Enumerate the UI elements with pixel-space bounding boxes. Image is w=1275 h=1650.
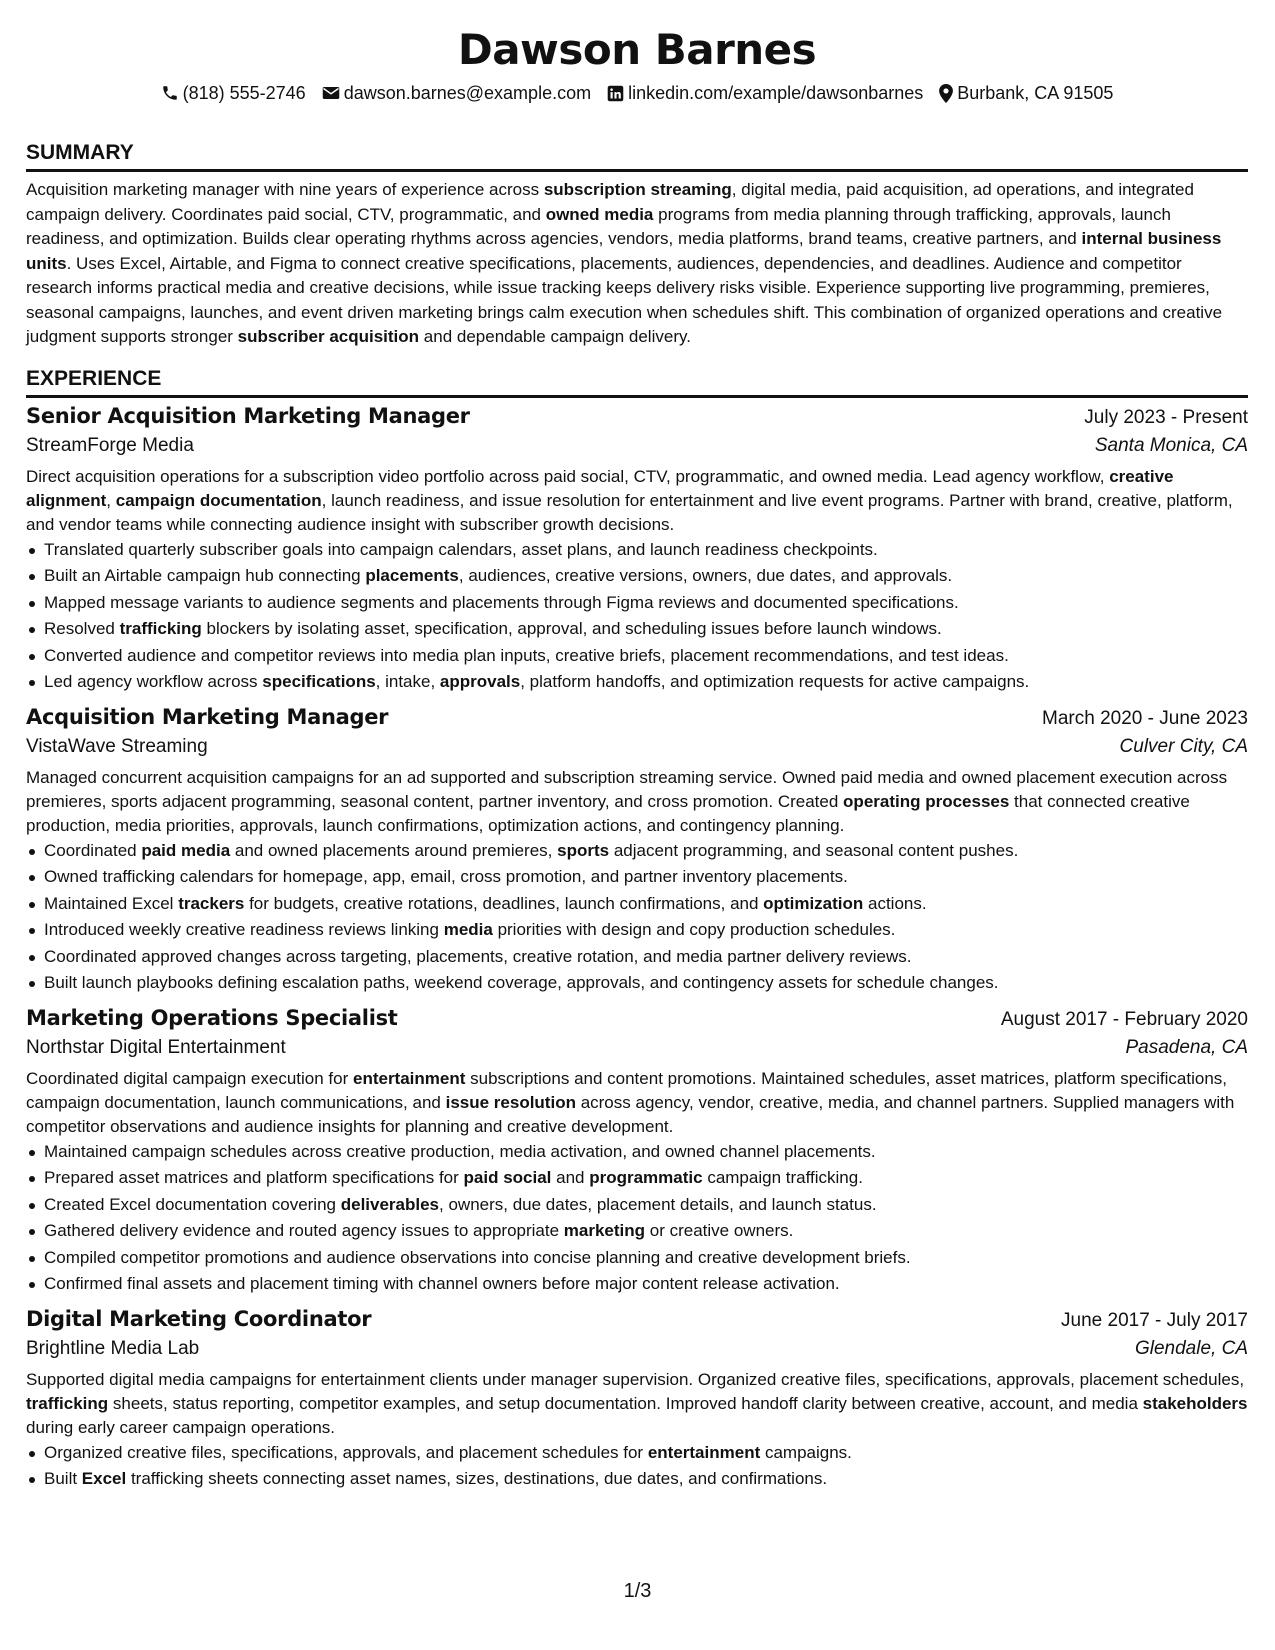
envelope-icon	[322, 85, 340, 101]
bullet-item	[26, 563, 1248, 590]
text-run: Created Excel documentation covering	[44, 1194, 341, 1214]
contact-phone	[161, 83, 306, 104]
text-run: or creative owners.	[645, 1221, 794, 1240]
linkedin-icon	[607, 85, 624, 102]
emphasis-text: stakeholders	[1142, 1393, 1248, 1413]
job-subheader	[26, 435, 1248, 457]
job-title: Acquisition Marketing Manager	[26, 704, 389, 729]
text-run: Coordinated approved changes across targeting, placements, creative rotation, and media partner delivery reviews.	[44, 946, 912, 966]
text-run: Gathered delivery evidence and routed agency issues to appropriate	[44, 1221, 564, 1240]
text-run: Resolved	[44, 619, 120, 638]
bullet-item	[26, 1139, 1248, 1166]
contact-location	[939, 83, 1113, 104]
bullet-item	[26, 537, 1248, 564]
job-dates: June 2017 - July 2017	[1061, 1309, 1248, 1331]
text-run: Supported digital media campaigns for entertainment clients under manager supervision. Organized creative files, specifications, approvals, placement schedules,	[26, 1369, 1245, 1389]
job-location: Santa Monica, CA	[1094, 434, 1248, 456]
bullet-item	[26, 838, 1248, 865]
text-run: during early career campaign operations.	[26, 1417, 336, 1437]
job-description	[26, 1067, 1248, 1139]
summary-heading: SUMMARY	[26, 140, 1248, 172]
bullet-item	[26, 917, 1248, 944]
text-run: trafficking sheets connecting asset names, sizes, destinations, due dates, and confirmations.	[126, 1469, 828, 1488]
text-run: adjacent programming, and seasonal content pushes.	[609, 840, 1019, 860]
text-run: Managed concurrent acquisition campaigns for an ad supported and subscription streaming service. Owned paid media and owned placement execution across premieres, sports adjacent programming, seasonal content, partner inventory, and cross promotion. Created	[26, 767, 1228, 811]
company-name: StreamForge Media	[26, 434, 194, 456]
bullet-item	[26, 669, 1248, 696]
text-run: and dependable campaign delivery.	[419, 327, 691, 346]
job-entry	[26, 705, 1248, 997]
emphasis-text: paid social	[463, 1168, 552, 1187]
text-run: blockers by isolating asset, specification, approval, and scheduling issues before launch windows.	[201, 619, 942, 638]
contact-email[interactable]	[322, 83, 591, 104]
text-run: , owners, due dates, placement details, and launch status.	[439, 1194, 877, 1214]
text-run: campaigns.	[760, 1442, 852, 1462]
text-run: Organized creative files, specifications, approvals, and placement schedules for	[44, 1442, 648, 1462]
emphasis-text: marketing	[563, 1221, 646, 1240]
job-header	[26, 1006, 1248, 1031]
bullet-item	[26, 891, 1248, 918]
text-run: and owned placements around premieres,	[230, 840, 558, 860]
text-run: , digital media, paid acquisition, ad operations, and integrated campaign delivery. Coordinates paid social, CTV, programmatic, and	[26, 180, 1194, 224]
bullet-item	[26, 643, 1248, 670]
job-bullets	[26, 1440, 1248, 1493]
text-run: Mapped message variants to audience segments and placements through Figma reviews and documented specifications.	[44, 592, 959, 612]
emphasis-text: deliverables	[340, 1194, 440, 1214]
job-subheader	[26, 736, 1248, 758]
bullet-item	[26, 1271, 1248, 1298]
company-name: Northstar Digital Entertainment	[26, 1036, 286, 1058]
text-run: across agency, vendor, creative, media, and channel partners. Supplied managers with competitor observations and audience insights for planning and creative development.	[26, 1092, 1235, 1136]
text-run: , intake,	[375, 672, 440, 691]
job-header	[26, 404, 1248, 429]
job-header	[26, 705, 1248, 730]
text-run: Built	[44, 1469, 82, 1488]
job-entry	[26, 404, 1248, 696]
text-run: Maintained campaign schedules across creative production, media activation, and owned channel placements.	[44, 1141, 876, 1161]
job-dates: August 2017 - February 2020	[1000, 1008, 1248, 1030]
bullet-item	[26, 1440, 1248, 1467]
phone-text: (818) 555-2746	[182, 82, 306, 103]
text-run: , audiences, creative versions, owners, due dates, and approvals.	[458, 566, 953, 585]
emphasis-text: entertainment	[647, 1442, 761, 1462]
emphasis-text: trafficking	[26, 1393, 109, 1413]
bullet-item	[26, 1218, 1248, 1245]
company-name: Brightline Media Lab	[26, 1337, 200, 1359]
text-run: Introduced weekly creative readiness reviews linking	[44, 920, 444, 939]
text-run: . Uses Excel, Airtable, and Figma to connect creative specifications, placements, audiences, dependencies, and deadlines. Audience and competitor research informs practical media and creative decisions, while issue tracking keeps delivery risks visible. Experience supporting live programming, premieres, seasonal campaigns, launches, and event driven marketing brings calm execution when schedules shift. This combination of organized operations and creative judgment supports stronger	[26, 253, 1223, 346]
text-run: Prepared asset matrices and platform specifications for	[44, 1168, 464, 1187]
bullet-item	[26, 616, 1248, 643]
text-run: that connected creative production, media priorities, approvals, launch confirmations, optimization actions, and contingency planning.	[26, 791, 1190, 835]
job-title: Digital Marketing Coordinator	[26, 1306, 372, 1331]
bullet-item	[26, 1245, 1248, 1272]
text-run: Compiled competitor promotions and audience observations into concise planning and creative development briefs.	[44, 1247, 911, 1267]
text-run: Converted audience and competitor reviews into media plan inputs, creative briefs, placement recommendations, and test ideas.	[44, 645, 1009, 665]
text-run: Led agency workflow across	[44, 672, 263, 691]
text-run: Translated quarterly subscriber goals into campaign calendars, asset plans, and launch readiness checkpoints.	[44, 539, 878, 559]
emphasis-text: paid media	[141, 840, 231, 860]
job-header	[26, 1307, 1248, 1332]
linkedin-link[interactable]: linkedin.com/example/dawsonbarnes	[628, 82, 924, 103]
emphasis-text: subscriber acquisition	[237, 327, 420, 346]
text-run: Built launch playbooks defining escalation paths, weekend coverage, approvals, and contingency assets for schedule changes.	[44, 973, 999, 992]
contact-linkedin[interactable]	[607, 83, 923, 104]
job-dates: March 2020 - June 2023	[1042, 707, 1248, 729]
emphasis-text: media	[443, 920, 493, 939]
job-entry	[26, 1307, 1248, 1493]
company-name: VistaWave Streaming	[26, 735, 208, 757]
text-run: , launch readiness, and issue resolution for entertainment and live event programs. Partner with brand, creative, platform, and vendor teams while connecting audience insight with subscriber growth decisions.	[26, 490, 1233, 534]
text-run: Acquisition marketing manager with nine years of experience across	[26, 180, 544, 199]
text-run: Owned trafficking calendars for homepage, app, email, cross promotion, and partner inventory placements.	[44, 867, 848, 886]
text-run: Maintained Excel	[44, 893, 179, 913]
phone-icon	[161, 84, 179, 102]
bullet-item	[26, 864, 1248, 891]
job-bullets	[26, 1139, 1248, 1298]
emphasis-text: optimization	[763, 893, 864, 913]
job-description	[26, 766, 1248, 838]
emphasis-text: Excel	[81, 1469, 127, 1488]
emphasis-text: placements	[365, 566, 459, 585]
job-subheader	[26, 1037, 1248, 1059]
bullet-item	[26, 970, 1248, 997]
emphasis-text: operating processes	[843, 791, 1010, 811]
emphasis-text: entertainment	[352, 1068, 466, 1088]
email-link[interactable]: dawson.barnes@example.com	[343, 82, 592, 103]
page-indicator: 1/3	[623, 1580, 652, 1602]
job-location: Pasadena, CA	[1125, 1036, 1248, 1058]
job-description	[26, 1368, 1248, 1440]
emphasis-text: internal business units	[26, 229, 1222, 273]
emphasis-text: issue resolution	[445, 1092, 576, 1112]
job-subheader	[26, 1338, 1248, 1360]
experience-list	[26, 404, 1248, 1493]
emphasis-text: sports	[557, 840, 610, 860]
location-text: Burbank, CA 91505	[957, 82, 1114, 103]
bullet-item	[26, 590, 1248, 617]
job-bullets	[26, 537, 1248, 696]
candidate-name: Dawson Barnes	[457, 25, 817, 74]
text-run: Built an Airtable campaign hub connecting	[44, 566, 366, 585]
emphasis-text: owned media	[545, 204, 654, 224]
text-run: subscriptions and content promotions. Maintained schedules, asset matrices, platform specifications, campaign documentation, launch communications, and	[26, 1068, 1228, 1112]
text-run: Coordinated digital campaign execution for	[26, 1068, 353, 1088]
bullet-item	[26, 944, 1248, 971]
text-run: programs from media planning through trafficking, approvals, launch readiness, and optimization. Builds clear operating rhythms across agencies, vendors, media platforms, brand teams, creative partners, and	[26, 204, 1171, 248]
resume-page	[26, 0, 1248, 1493]
text-run: ,	[106, 490, 116, 510]
text-run: for budgets, creative rotations, deadlines, launch confirmations, and	[244, 893, 764, 913]
bullet-item	[26, 1192, 1248, 1219]
job-bullets	[26, 838, 1248, 997]
emphasis-text: approvals	[439, 672, 521, 691]
job-entry	[26, 1006, 1248, 1298]
bullet-item	[26, 1165, 1248, 1192]
text-run: priorities with design and copy production schedules.	[492, 920, 896, 939]
job-title: Marketing Operations Specialist	[26, 1005, 398, 1030]
experience-heading: EXPERIENCE	[26, 366, 1248, 398]
text-run: Coordinated	[44, 840, 142, 860]
map-pin-icon	[939, 84, 953, 103]
text-run: sheets, status reporting, competitor examples, and setup documentation. Improved handoff clarity between creative, account, and media	[108, 1393, 1143, 1413]
text-run: and	[551, 1168, 590, 1187]
job-location: Glendale, CA	[1134, 1337, 1248, 1359]
text-run: Confirmed final assets and placement timing with channel owners before major content release activation.	[44, 1274, 840, 1293]
emphasis-text: subscription streaming	[543, 180, 732, 199]
job-dates: July 2023 - Present	[1084, 406, 1248, 428]
emphasis-text: trackers	[178, 893, 245, 913]
job-location: Culver City, CA	[1119, 735, 1248, 757]
emphasis-text: creative alignment	[26, 466, 1174, 510]
bullet-item	[26, 1466, 1248, 1493]
job-description	[26, 465, 1248, 537]
emphasis-text: trafficking	[119, 619, 202, 638]
text-run: actions.	[863, 893, 927, 913]
emphasis-text: programmatic	[589, 1168, 703, 1187]
summary-text	[26, 178, 1248, 350]
text-run: Direct acquisition operations for a subscription video portfolio across paid social, CTV, programmatic, and owned media. Lead agency workflow,	[26, 466, 1110, 486]
contact-bar	[26, 80, 1248, 106]
emphasis-text: campaign documentation	[115, 490, 322, 510]
text-run: , platform handoffs, and optimization requests for active campaigns.	[520, 672, 1030, 691]
emphasis-text: specifications	[262, 672, 376, 691]
text-run: campaign trafficking.	[702, 1168, 863, 1187]
job-title: Senior Acquisition Marketing Manager	[26, 403, 470, 428]
